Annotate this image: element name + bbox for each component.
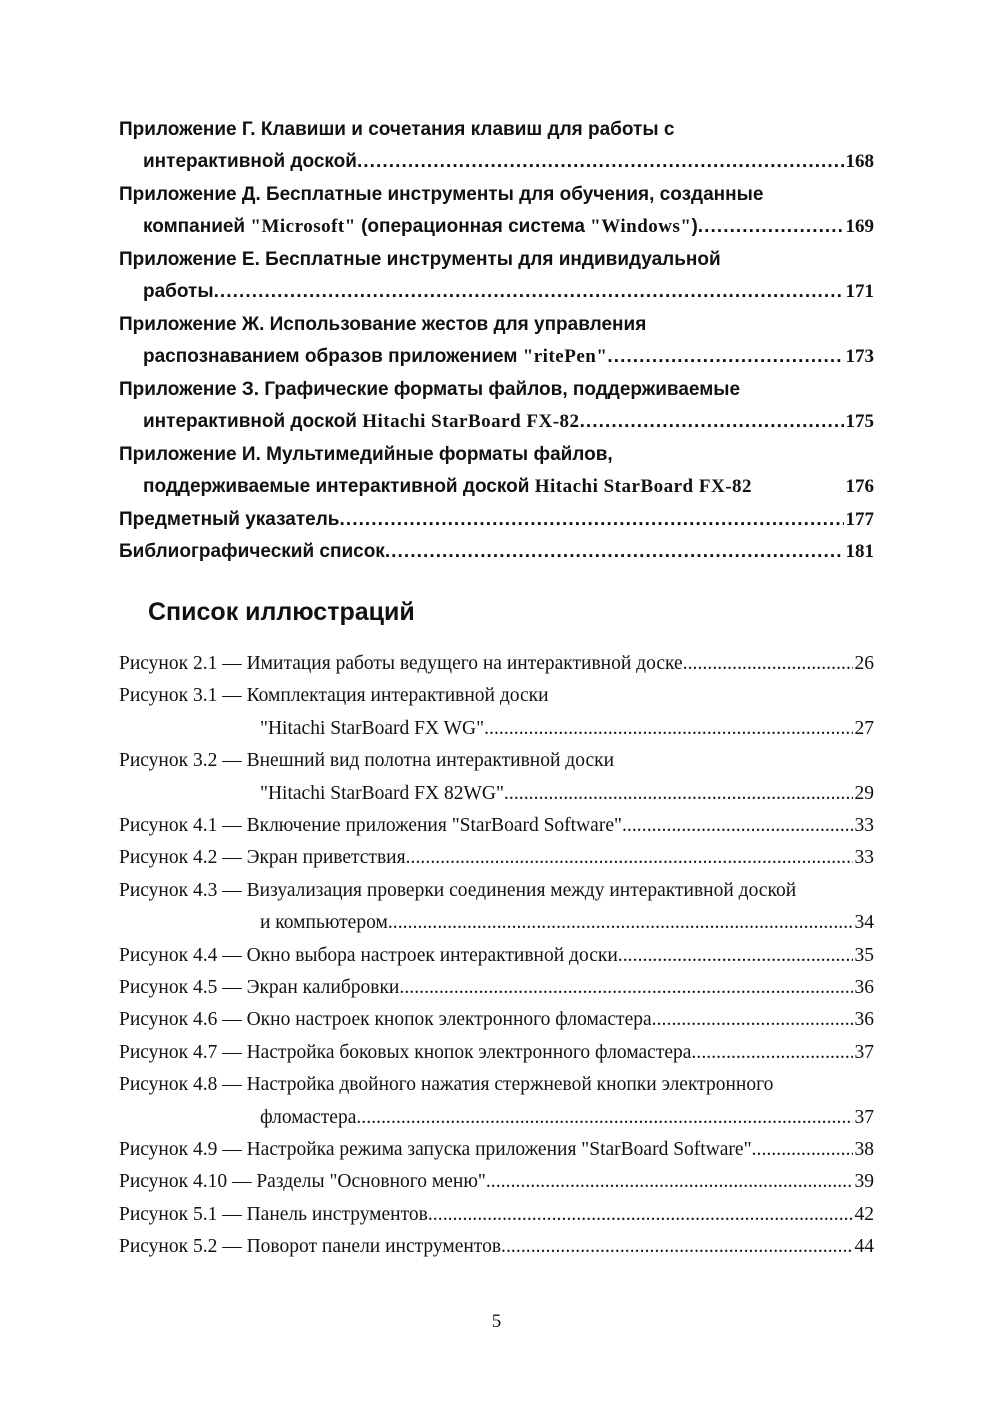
- toc-line: [119, 374, 874, 406]
- dot-leader: [698, 211, 844, 243]
- illustration-line: [119, 713, 874, 745]
- illustration-caption: Рисунок 4.7 — Настройка боковых кнопок электронного фломастера: [119, 1041, 692, 1063]
- illustration-caption: Рисунок 2.1 — Имитация работы ведущего на интерактивной доске: [119, 653, 683, 674]
- toc-title: [119, 439, 613, 471]
- dot-leader: [428, 1199, 853, 1231]
- dot-leader: [607, 341, 843, 373]
- illustration-line: [119, 648, 874, 680]
- illustration-page-number: 35: [854, 944, 874, 966]
- illustration-line: [119, 1199, 874, 1231]
- illustration-page-number: 39: [854, 1171, 874, 1193]
- illustration-caption: Рисунок 4.3 — Визуализация проверки соединения между интерактивной доской: [119, 879, 797, 901]
- toc-line: [119, 309, 874, 341]
- illustration-entry[interactable]: [119, 1004, 874, 1036]
- page-number: 5: [491, 1311, 502, 1332]
- illustration-caption: Рисунок 4.1 — Включение приложения "StarBoard Software": [119, 815, 622, 836]
- illustration-page-number: 26: [854, 653, 874, 674]
- illustration-page-number: 27: [854, 717, 874, 739]
- toc-line: [119, 179, 874, 211]
- toc-entry[interactable]: [119, 504, 874, 536]
- toc-title: [143, 341, 607, 373]
- dot-leader: [486, 1166, 853, 1198]
- toc-title-text: Приложение Е. Бесплатные инструменты для индивидуальной: [119, 249, 721, 270]
- illustration-page-number: 44: [854, 1236, 874, 1258]
- toc-title: [119, 504, 340, 536]
- dot-leader: [406, 842, 853, 874]
- toc-line: [119, 536, 874, 568]
- toc-page-number: 173: [845, 346, 874, 367]
- illustration-caption: Рисунок 5.2 — Поворот панели инструментов: [119, 1236, 502, 1258]
- toc-title-text: поддерживаемые интерактивной доской: [143, 476, 535, 497]
- illustration-line: [119, 1069, 874, 1101]
- dot-leader: [388, 907, 853, 939]
- toc-line: [119, 211, 874, 243]
- toc-title: [119, 244, 721, 276]
- illustration-entry[interactable]: [119, 745, 874, 810]
- illustration-entry[interactable]: [119, 940, 874, 972]
- illustration-entry[interactable]: [119, 1199, 874, 1231]
- illustration-line: [119, 907, 874, 939]
- dot-leader: [399, 972, 852, 1004]
- toc-title-latin: "ritePen": [522, 346, 608, 367]
- illustration-caption: Рисунок 5.1 — Панель инструментов: [119, 1203, 428, 1225]
- illustration-caption: Рисунок 4.2 — Экран приветствия: [119, 847, 406, 869]
- illustration-page-number: 42: [854, 1203, 874, 1225]
- illustration-line: [119, 810, 874, 842]
- illustration-line: [119, 972, 874, 1004]
- toc-page-number: 181: [845, 541, 874, 562]
- toc-title-text: компанией: [143, 216, 251, 237]
- toc-title-latin: Hitachi StarBoard FX-82: [534, 476, 753, 497]
- illustration-line: [119, 745, 874, 777]
- dot-leader: [752, 1134, 853, 1166]
- illustration-line: [119, 940, 874, 972]
- toc-title: [143, 211, 698, 243]
- toc-title-text: работы: [143, 281, 214, 302]
- illustration-page-number: 36: [854, 977, 874, 998]
- toc-title-text: Библиографический список: [119, 541, 385, 562]
- illustration-entry[interactable]: [119, 810, 874, 842]
- illustration-page-number: 33: [854, 815, 874, 836]
- dot-leader: [618, 940, 853, 972]
- toc-title-text: ): [691, 216, 698, 237]
- illustration-line: [119, 1004, 874, 1036]
- toc-title: [119, 309, 646, 341]
- toc-line: [119, 439, 874, 471]
- dot-leader: [622, 810, 853, 842]
- toc-title: [119, 179, 763, 211]
- dot-leader: [652, 1004, 853, 1036]
- toc-line: [119, 406, 874, 438]
- illustration-line: [119, 1102, 874, 1134]
- illustration-line: [119, 1134, 874, 1166]
- illustration-page-number: 37: [854, 1041, 874, 1063]
- illustration-line: [119, 1231, 874, 1263]
- dot-leader: [356, 1102, 852, 1134]
- toc-line: [119, 114, 874, 146]
- toc-page-number: 171: [845, 281, 874, 302]
- toc-title-latin: Hitachi StarBoard FX-82: [362, 411, 580, 432]
- illustration-caption: Рисунок 4.10 — Разделы "Основного меню": [119, 1171, 486, 1193]
- illustration-entry[interactable]: [119, 680, 874, 745]
- toc-title-text: интерактивной доской: [143, 151, 357, 172]
- illustration-page-number: 36: [854, 1009, 874, 1031]
- section-title: Список иллюстраций: [148, 598, 415, 626]
- illustration-entry[interactable]: [119, 972, 874, 1004]
- illustration-line: [119, 778, 874, 810]
- illustration-entry[interactable]: [119, 1231, 874, 1263]
- toc-entry[interactable]: [119, 536, 874, 568]
- toc-page-number: 168: [845, 151, 874, 172]
- toc-page-number: 175: [845, 411, 874, 432]
- dot-leader: [691, 1037, 852, 1069]
- toc-entry[interactable]: [119, 114, 874, 178]
- toc-title-text: Приложение Ж. Использование жестов для управления: [119, 314, 647, 335]
- toc-entry[interactable]: [119, 309, 874, 373]
- toc-title-text: (операционная система: [355, 216, 591, 237]
- toc-entry[interactable]: [119, 179, 874, 243]
- illustration-entry[interactable]: [119, 875, 874, 940]
- toc-title: [119, 114, 674, 146]
- illustration-page-number: 34: [854, 912, 874, 934]
- toc-line: [119, 341, 874, 373]
- illustration-entry[interactable]: [119, 842, 874, 874]
- toc-title-text: Приложение З. Графические форматы файлов, поддерживаемые: [119, 379, 741, 400]
- dot-leader: [501, 1231, 852, 1263]
- toc-title-latin: "Microsoft": [250, 216, 356, 237]
- toc-title: [143, 406, 580, 438]
- toc-line: [119, 504, 874, 536]
- toc-page-number: 176: [845, 476, 874, 497]
- illustration-caption: Рисунок 4.5 — Экран калибровки: [119, 977, 400, 998]
- toc-entry[interactable]: [119, 244, 874, 308]
- illustration-caption: "Hitachi StarBoard FX WG": [260, 717, 485, 739]
- toc-title: [143, 276, 214, 308]
- dot-leader: [504, 778, 853, 810]
- illustration-caption: Рисунок 4.8 — Настройка двойного нажатия стержневой кнопки электронного: [119, 1074, 774, 1096]
- toc-title: [119, 536, 385, 568]
- illustration-page-number: 37: [854, 1106, 874, 1128]
- toc-title: [143, 471, 752, 503]
- illustration-caption: Рисунок 4.4 — Окно выбора настроек интерактивной доски: [119, 944, 618, 966]
- illustration-line: [119, 1166, 874, 1198]
- toc-title-text: Приложение Г. Клавиши и сочетания клавиш для работы с: [119, 119, 675, 140]
- toc-line: [119, 276, 874, 308]
- toc-entry[interactable]: [119, 439, 874, 503]
- illustration-caption: "Hitachi StarBoard FX 82WG": [260, 782, 504, 804]
- dot-leader: [385, 536, 844, 568]
- toc-line: [119, 146, 874, 178]
- toc-page-number: 177: [845, 509, 874, 530]
- illustration-page-number: 33: [854, 847, 874, 869]
- illustration-caption: Рисунок 4.6 — Окно настроек кнопок электронного фломастера: [119, 1009, 652, 1031]
- illustration-entry[interactable]: [119, 648, 874, 680]
- toc-title: [119, 374, 740, 406]
- illustration-line: [119, 875, 874, 907]
- dot-leader: [580, 406, 844, 438]
- illustration-entry[interactable]: [119, 1166, 874, 1198]
- illustration-entry[interactable]: [119, 1069, 874, 1134]
- dot-leader: [484, 713, 852, 745]
- illustration-line: [119, 680, 874, 712]
- toc-title-latin: "Windows": [590, 216, 692, 237]
- dot-leader: [340, 504, 844, 536]
- illustration-entry[interactable]: [119, 1037, 874, 1069]
- toc-title-text: Приложение И. Мультимедийные форматы файлов,: [119, 444, 613, 465]
- toc-page-number: 169: [845, 216, 874, 237]
- toc-line: [119, 471, 874, 503]
- toc-line: [119, 244, 874, 276]
- illustration-entry[interactable]: [119, 1134, 874, 1166]
- illustration-caption: и компьютером: [260, 912, 388, 934]
- illustration-line: [119, 1037, 874, 1069]
- illustration-caption: Рисунок 3.2 — Внешний вид полотна интерактивной доски: [119, 750, 615, 772]
- illustration-caption: Рисунок 3.1 — Комплектация интерактивной доски: [119, 685, 549, 707]
- illustration-page-number: 29: [854, 782, 874, 804]
- illustration-caption: фломастера: [260, 1106, 357, 1128]
- toc-title-text: Предметный указатель: [119, 509, 340, 530]
- toc-title-text: Приложение Д. Бесплатные инструменты для обучения, созданные: [119, 184, 764, 205]
- dot-leader: [683, 648, 853, 680]
- illustration-line: [119, 842, 874, 874]
- toc-entry[interactable]: [119, 374, 874, 438]
- illustration-caption: Рисунок 4.9 — Настройка режима запуска приложения "StarBoard Software": [119, 1139, 752, 1160]
- toc-title-text: интерактивной доской: [143, 411, 363, 432]
- toc-title: [143, 146, 357, 178]
- dot-leader: [214, 276, 844, 308]
- toc-title-text: распознаванием образов приложением: [143, 346, 523, 367]
- dot-leader: [357, 146, 844, 178]
- illustration-page-number: 38: [854, 1139, 874, 1160]
